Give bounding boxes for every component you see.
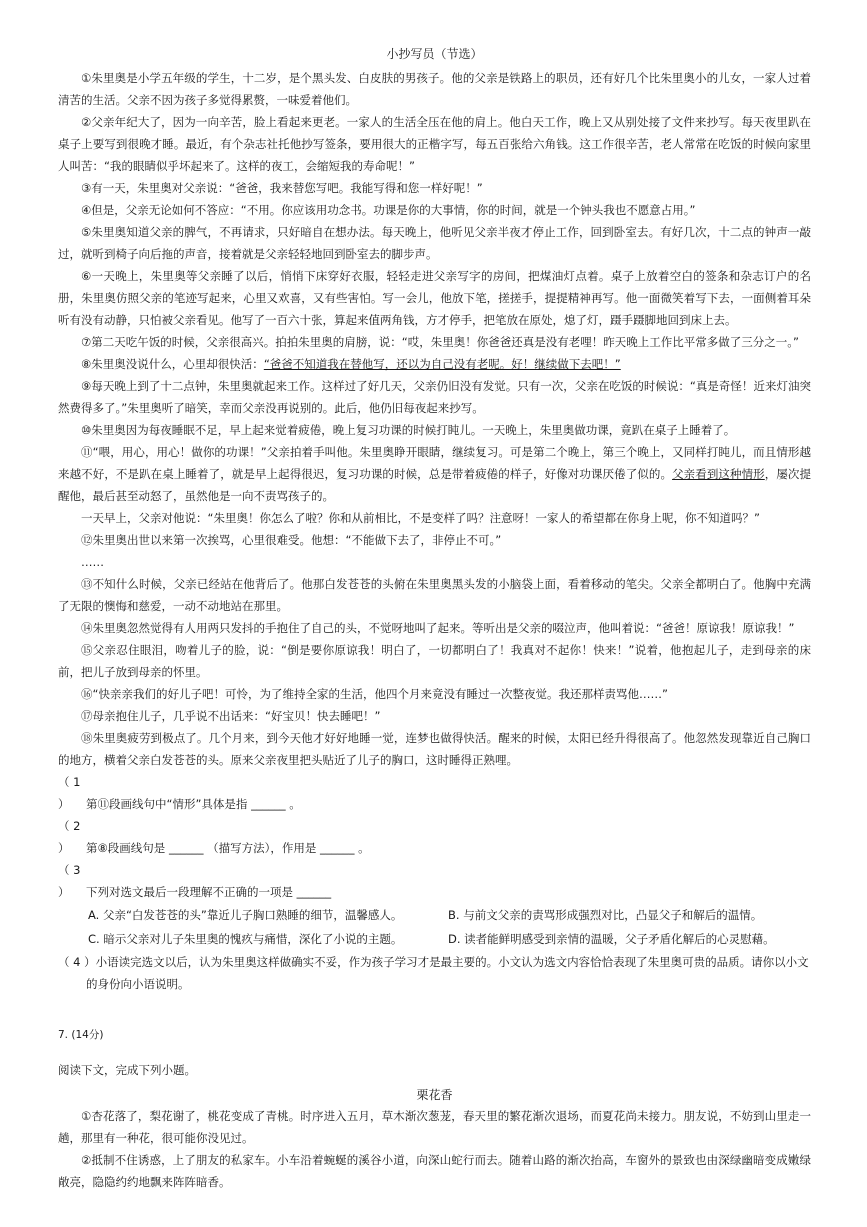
paragraph-8-text: ⑧朱里奥没说什么，心里却很快活： <box>81 357 264 371</box>
question-4-text: 小语读完选文以后，认为朱里奥这样做确实不妥，作为孩子学习才是最主要的。小文认为选文内容恰恰表现了朱里奥可贵的品质。请你以小文的身份向小语说明。 <box>86 955 809 991</box>
paragraph-3: ③有一天，朱里奥对父亲说：“爸爸，我来替您写吧。我能写得和您一样好呢！” <box>81 181 483 195</box>
paragraph-12: ⑫朱里奥出世以来第一次挨骂，心里很难受。他想：“不能做下去了，非停止不可。” <box>81 533 502 547</box>
ellipsis: …… <box>81 555 104 569</box>
article-title: 小抄写员（节选） <box>386 47 483 61</box>
question-4 <box>58 951 811 995</box>
paragraph-9: ⑨每天晚上到了十二点钟，朱里奥就起来工作。这样过了好几天，父亲仍旧没有发觉。只有一次，父亲在吃饭的时候说：“真是奇怪！近来灯油突然费得多了。”朱里奥听了暗笑，幸而父亲没再说别的。此后，他仍旧每夜起来抄写。 <box>58 379 811 415</box>
question-1-number: （ 1 ） <box>58 775 81 811</box>
underlined-sentence-8: “爸爸不知道我在替他写，还以为自己没有老呢。好！继续做下去吧！” <box>263 357 621 371</box>
option-c: C. 暗示父亲对儿子朱里奥的愧疚与痛惜，深化了小说的主题。 <box>88 932 403 946</box>
section-7-paragraph-1: ①杏花落了，梨花谢了，桃花变成了青桃。时序进入五月，草木渐次葱茏，春天里的繁花渐次退场，而夏花尚未接力。朋友说，不妨到山里走一趟，那里有一种花，很可能你没见过。 <box>58 1109 811 1145</box>
question-1 <box>58 771 811 815</box>
paragraph-11 <box>58 441 811 507</box>
question-4-number: （ 4 ） <box>58 955 96 969</box>
paragraph-11-suffix: ，屡次提醒他，最后甚至动怒了，虽然他是一向不责骂孩子的。 <box>58 467 812 503</box>
question-2 <box>58 815 811 859</box>
underlined-sentence-11: 父亲看到这种情形 <box>672 467 765 481</box>
paragraph-18: ⑱朱里奥疲劳到极点了。几个月来，到今天他才好好地睡一觉，连梦也做得快活。醒来的时候，太阳已经升得很高了。他忽然发现靠近自己胸口的地方，横着父亲白发苍苍的头。原来父亲夜里把头贴近了儿子的胸口，这时睡得正熟哩。 <box>58 731 811 767</box>
section-7-instruction: 阅读下文，完成下列小题。 <box>58 1063 196 1077</box>
question-2-number: （ 2 ） <box>58 819 81 855</box>
paragraph-6: ⑥一天晚上，朱里奥等父亲睡了以后，悄悄下床穿好衣服，轻轻走进父亲写字的房间，把煤油灯点着。桌子上放着空白的签条和杂志订户的名册，朱里奥仿照父亲的笔迹写起来，心里又欢喜，又有些害怕。写一会儿，他放下笔，搓搓手，提提精神再写。他一面微笑着写下去，一面侧着耳朵听有没有动静，只怕被父亲看见。他写了一百六十张，算起来值两角钱，方才停手，把笔放在原处，熄了灯，蹑手蹑脚地回到床上去。 <box>58 269 811 327</box>
article-body <box>58 67 811 771</box>
paragraph-1: ①朱里奥是小学五年级的学生，十二岁，是个黑头发、白皮肤的男孩子。他的父亲是铁路上的职员，还有好几个比朱里奥小的儿女，一家人过着清苦的生活。父亲不因为孩子多觉得累赘，一味爱着他们。 <box>58 71 811 107</box>
option-a: A. 父亲“白发苍苍的头”靠近儿子胸口熟睡的细节，温馨感人。 <box>88 908 403 922</box>
section-7-paragraph-2: ②抵制不住诱惑，上了朋友的私家车。小车沿着蜿蜒的溪谷小道，向深山蛇行而去。随着山路的渐次抬高，车窗外的景致也由深绿幽暗变成嫩绿敞亮，隐隐约约地飘来阵阵暗香。 <box>58 1153 811 1189</box>
question-3-number: （ 3 ） <box>58 863 81 899</box>
paragraph-7: ⑦第二天吃午饭的时候，父亲很高兴。拍拍朱里奥的肩膀，说：“哎，朱里奥！你爸爸还真是没有老哩！昨天晚上工作比平常多做了三分之一。” <box>81 335 799 349</box>
paragraph-8 <box>58 353 811 375</box>
paragraph-5: ⑤朱里奥知道父亲的脾气，不再请求，只好暗自在想办法。每天晚上，他听见父亲半夜才停止工作，回到卧室去。有好几次，十二点的钟声一敲过，就听到椅子向后拖的声音，接着就是父亲轻轻地回到卧室去的脚步声。 <box>58 225 811 261</box>
paragraph-14: ⑭朱里奥忽然觉得有人用两只发抖的手抱住了自己的头，不觉呀地叫了起来。等听出是父亲的啜泣声，他叫着说：“爸爸！原谅我！原谅我！” <box>81 621 795 635</box>
questions <box>58 771 811 995</box>
paragraph-16: ⑯“快亲亲我们的好儿子吧！可怜，为了维持全家的生活，他四个月来竟没有睡过一次整夜觉。我还那样责骂他……” <box>81 687 668 701</box>
paragraph-11b: 一天早上，父亲对他说：“朱里奥！你怎么了啦？你和从前相比，不是变样了吗？注意呀！一家人的希望都在你身上呢，你不知道吗？” <box>81 511 760 525</box>
paragraph-11-text: ⑪“喂，用心，用心！做你的功课！”父亲拍着手叫他。朱里奥睁开眼睛，继续复习。可是第二个晚上，第三个晚上，又同样打盹儿，而且情形越来越不好，不是趴在桌上睡着了，就是早上起得很迟，复习功课的时候，总是带着疲倦的样子，好像对功课厌倦了似的。 <box>58 445 811 481</box>
paragraph-15: ⑮父亲忍住眼泪，吻着儿子的脸，说：“倒是要你原谅我！明白了，一切都明白了！我真对不起你！快来！”说着，他抱起儿子，走到母亲的床前，把儿子放到母亲的怀里。 <box>58 643 811 679</box>
option-b: B. 与前文父亲的责骂形成强烈对比，凸显父子和解后的温情。 <box>448 908 763 922</box>
section-7-title: 栗花香 <box>416 1088 453 1102</box>
paragraph-10: ⑩朱里奥因为每夜睡眠不足，早上起来觉着疲倦，晚上复习功课的时候打盹儿。一天晚上，朱里奥做功课，竟趴在桌子上睡着了。 <box>81 423 736 437</box>
paragraph-4: ④但是，父亲无论如何不答应：“不用。你应该用功念书。功课是你的大事情，你的时间，就是一个钟头我也不愿意占用。” <box>81 203 696 217</box>
question-3-options <box>58 903 811 951</box>
paragraph-13: ⑬不知什么时候，父亲已经站在他背后了。他那白发苍苍的头俯在朱里奥黑头发的小脑袋上面，看着移动的笔尖。父亲全都明白了。他胸中充满了无限的懊悔和慈爱，一动不动地站在那里。 <box>58 577 811 613</box>
paragraph-2: ②父亲年纪大了，因为一向辛苦，脸上看起来更老。一家人的生活全压在他的肩上。他白天工作，晚上又从别处接了文件来抄写。每天夜里趴在桌子上要写到很晚才睡。最近，有个杂志社托他抄写签条，要用很大的正楷字写，每五百张给六角钱。这工作很辛苦，老人常常在吃饭的时候向家里人叫苦：“我的眼睛似乎坏起来了。这样的夜工，会缩短我的寿命呢！” <box>58 115 811 173</box>
question-1-text: 第⑪段画线句中“情形”具体是指 ______ 。 <box>86 797 301 811</box>
section-7-number: 7. (14分) <box>58 1029 104 1041</box>
option-d: D. 读者能鲜明感受到亲情的温暖，父子矛盾化解后的心灵慰藉。 <box>448 932 775 946</box>
question-3 <box>58 859 811 903</box>
paragraph-17: ⑰母亲抱住儿子，几乎说不出话来：“好宝贝！快去睡吧！” <box>81 709 381 723</box>
question-3-text: 下列对选文最后一段理解不正确的一项是 ______ <box>86 885 332 899</box>
question-2-text: 第⑧段画线句是 ______ （描写方法），作用是 ______ 。 <box>86 841 370 855</box>
